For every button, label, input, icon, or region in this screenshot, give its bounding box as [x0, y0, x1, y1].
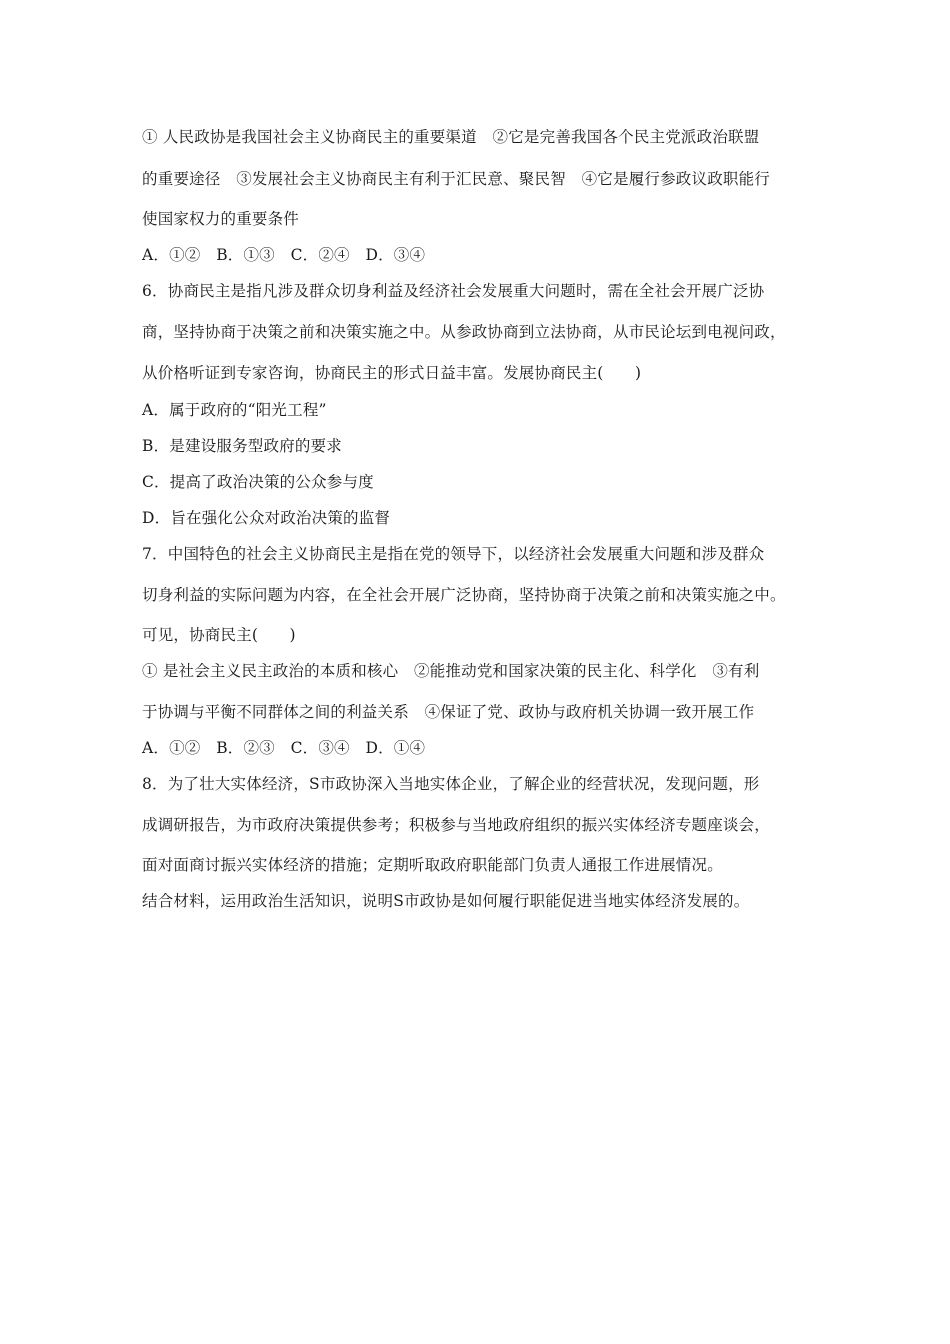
q5-statement-line-1: ① 人民政协是我国社会主义协商民主的重要渠道 ②它是完善我国各个民主党派政治联盟 — [142, 128, 760, 146]
q6-stem-line-1: 6．协商民主是指凡涉及群众切身利益及经济社会发展重大问题时，需在全社会开展广泛协 — [142, 282, 765, 300]
q6-stem-line-2: 商，坚持协商于决策之前和决策实施之中。从参政协商到立法协商，从市民论坛到电视问政， — [142, 323, 786, 341]
q6-option-c: C．提高了政治决策的公众参与度 — [142, 473, 374, 491]
q7-stem-line-1: 7．中国特色的社会主义协商民主是指在党的领导下，以经济社会发展重大问题和涉及群众 — [142, 545, 765, 563]
q8-material-line-2: 成调研报告，为市政府决策提供参考；积极参与当地政府组织的振兴实体经济专题座谈会， — [142, 816, 771, 834]
q6-stem-line-3: 从价格听证到专家咨询，协商民主的形式日益丰富。发展协商民主( ) — [142, 364, 642, 382]
q7-statement-line-2: 于协调与平衡不同群体之间的利益关系 ④保证了党、政协与政府机关协调一致开展工作 — [142, 703, 755, 721]
q8-material-line-1: 8．为了壮大实体经济，S市政协深入当地实体企业，了解企业的经营状况，发现问题，形 — [142, 775, 760, 793]
q6-option-b: B．是建设服务型政府的要求 — [142, 437, 342, 455]
q7-statement-line-1: ① 是社会主义民主政治的本质和核心 ②能推动党和国家决策的民主化、科学化 ③有利 — [142, 662, 760, 680]
q7-options: A．①② B．②③ C．③④ D．①④ — [142, 739, 426, 757]
q5-statement-line-2: 的重要途径 ③发展社会主义协商民主有利于汇民意、聚民智 ④它是履行参政议政职能行 — [142, 170, 771, 188]
q6-option-d: D．旨在强化公众对政治决策的监督 — [142, 509, 391, 527]
q7-stem-line-2: 切身利益的实际问题为内容，在全社会开展广泛协商，坚持协商于决策之前和决策实施之中。 — [142, 586, 786, 604]
q6-option-a: A．属于政府的“阳光工程” — [142, 401, 327, 419]
q7-stem-line-3: 可见，协商民主( ) — [142, 626, 296, 644]
q5-statement-line-3: 使国家权力的重要条件 — [142, 210, 300, 228]
q8-material-line-3: 面对面商讨振兴实体经济的措施；定期听取政府职能部门负责人通报工作进展情况。 — [142, 856, 723, 874]
q5-options: A．①② B．①③ C．②④ D．③④ — [142, 246, 426, 264]
q8-prompt: 结合材料，运用政治生活知识，说明S市政协是如何履行职能促进当地实体经济发展的。 — [142, 892, 750, 910]
